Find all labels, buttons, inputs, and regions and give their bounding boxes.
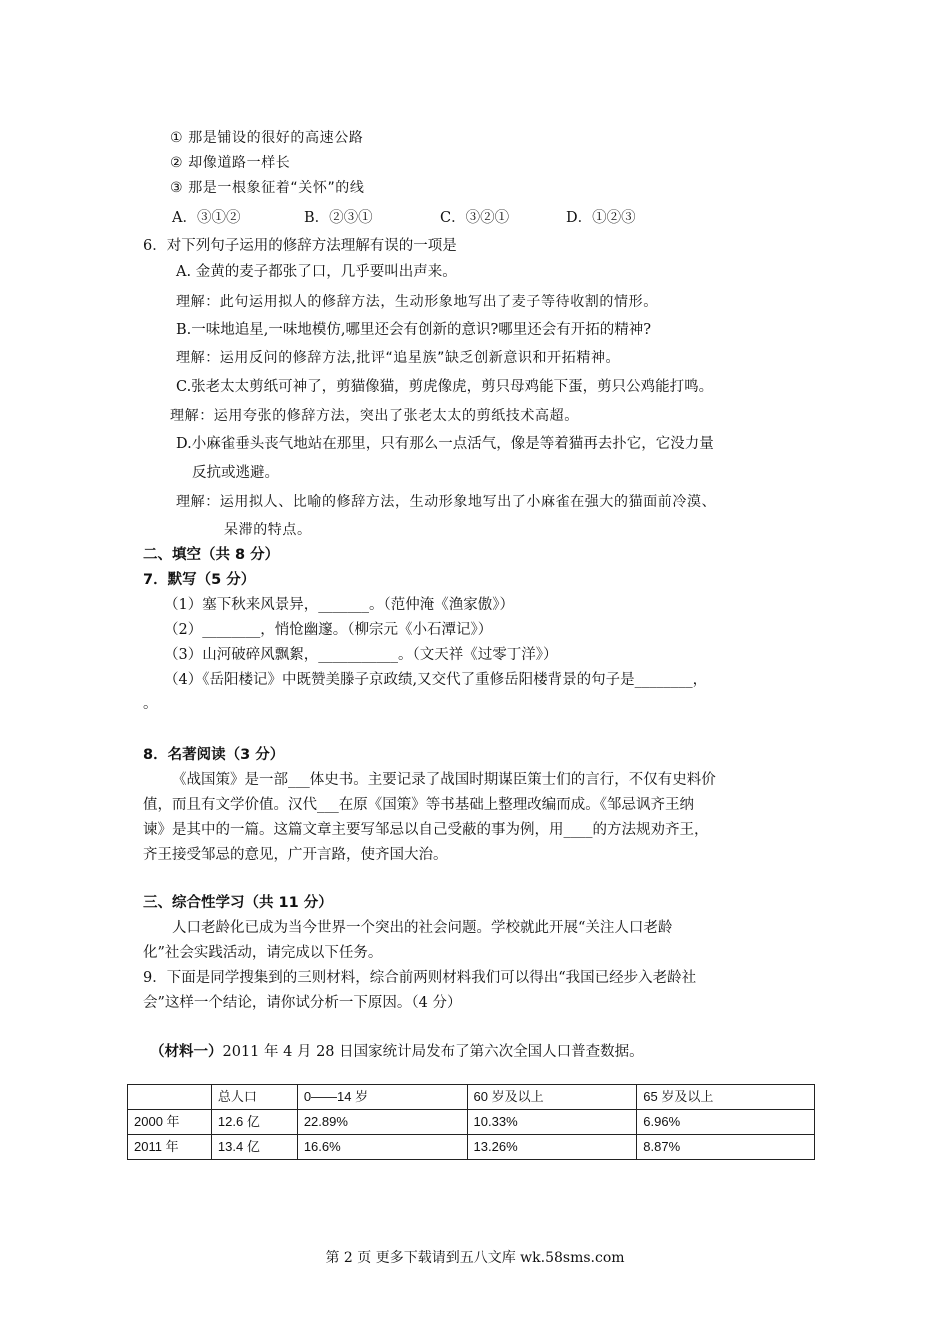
table-header-cell [128,1085,212,1110]
q5-option-d: D．①②③ [566,210,636,226]
table-cell: 13.26% [467,1135,637,1160]
q9-line-2: 会”这样一个结论，请你试分析一下原因。（4 分） [143,995,462,1011]
q6-option-d-explain-2: 呆滞的特点。 [224,522,312,538]
table-cell: 10.33% [467,1110,637,1135]
q8-title: 8．名著阅读（3 分） [143,747,285,763]
q5-option-c: C．③②① [440,210,510,226]
q7-item-4-tail: 。 [143,696,158,712]
q7-item-3: （3）山河破碎风飘絮，___________。（文天祥《过零丁洋》） [164,647,558,663]
population-table [127,1084,815,1160]
table-cell: 13.4 亿 [211,1135,297,1160]
table-header-cell: 60 岁及以上 [467,1085,637,1110]
q8-line-2: 值，而且有文学价值。汉代___在原《国策》等书基础上整理改编而成。《邹忌讽齐王纳 [143,797,694,813]
section3-title: 三、综合性学习（共 11 分） [143,895,333,911]
section3-intro-2: 化”社会实践活动，请完成以下任务。 [143,945,383,961]
q5-item-2: ② 却像道路一样长 [170,155,291,171]
material-1 [150,1042,644,1062]
q8-line-3: 谏》是其中的一篇。这篇文章主要写邹忌以自己受蔽的事为例，用____的方法规劝齐王， [143,822,709,838]
material-1-label: （材料一） [150,1044,223,1060]
q6-option-c: C.张老太太剪纸可神了，剪猫像猫，剪虎像虎，剪只母鸡能下蛋，剪只公鸡能打鸣。 [176,379,714,395]
q7-item-4: （4）《岳阳楼记》中既赞美滕子京政绩,又交代了重修岳阳楼背景的句子是________， [164,672,708,688]
q6-option-b-explain: 理解：运用反问的修辞方法,批评“追星族”缺乏创新意识和开拓精神。 [176,350,621,366]
table-header-cell: 0——14 岁 [297,1085,467,1110]
q8-line-4: 齐王接受邹忌的意见，广开言路，使齐国大治。 [143,847,448,863]
q7-item-1: （1）塞下秋来风景异，_______。（范仲淹《渔家傲》） [164,597,514,613]
table-cell: 8.87% [637,1135,815,1160]
q6-option-d-explain-1: 理解：运用拟人、比喻的修辞方法，生动形象地写出了小麻雀在强大的猫面前冷漠、 [176,494,717,510]
q5-item-1: ① 那是铺设的很好的高速公路 [170,130,364,146]
q7-title: 7．默写（5 分） [143,572,256,588]
table-cell: 2000 年 [128,1110,212,1135]
table-row [128,1110,815,1135]
q6-option-d-line1: D.小麻雀垂头丧气地站在那里，只有那么一点活气，像是等着猫再去扑它，它没力量 [176,436,714,452]
q9-line-1: 9．下面是同学搜集到的三则材料，综合前两则材料我们可以得出“我国已经步入老龄社 [143,970,697,986]
table-cell: 2011 年 [128,1135,212,1160]
table-cell: 12.6 亿 [211,1110,297,1135]
table-header-row [128,1085,815,1110]
page-footer: 第 2 页 更多下载请到五八文库 wk.58sms.com [325,1250,625,1266]
q6-option-a-explain: 理解：此句运用拟人的修辞方法，生动形象地写出了麦子等待收割的情形。 [176,294,658,310]
q7-item-2: （2）________，悄怆幽邃。（柳宗元《小石潭记》） [164,622,493,638]
table-cell: 16.6% [297,1135,467,1160]
q6-stem: 6．对下列句子运用的修辞方法理解有误的一项是 [143,238,457,254]
table-cell: 22.89% [297,1110,467,1135]
material-1-text: 2011 年 4 月 28 日国家统计局发布了第六次全国人口普查数据。 [222,1044,644,1060]
q6-option-c-explain: 理解：运用夸张的修辞方法，突出了张老太太的剪纸技术高超。 [170,408,579,424]
q8-line-1: 《战国策》是一部___体史书。主要记录了战国时期谋臣策士们的言行，不仅有史料价 [172,772,716,788]
q6-option-a: A. 金黄的麦子都张了口，几乎要叫出声来。 [176,264,457,280]
q5-option-b: B．②③① [304,210,373,226]
table-header-cell: 总人口 [211,1085,297,1110]
table-row [128,1135,815,1160]
table-cell: 6.96% [637,1110,815,1135]
q5-options [172,208,636,228]
q6-option-b: B.一味地追星,一味地模仿,哪里还会有创新的意识?哪里还会有开拓的精神? [176,322,652,338]
q5-item-3: ③ 那是一根象征着“关怀”的线 [170,180,365,196]
section3-intro-1: 人口老龄化已成为当今世界一个突出的社会问题。学校就此开展“关注人口老龄 [172,920,673,936]
q5-option-a: A．③①② [172,210,241,226]
q6-option-d-line2: 反抗或逃避。 [192,465,279,481]
table-header-cell: 65 岁及以上 [637,1085,815,1110]
section2-title: 二、填空（共 8 分） [143,547,280,563]
